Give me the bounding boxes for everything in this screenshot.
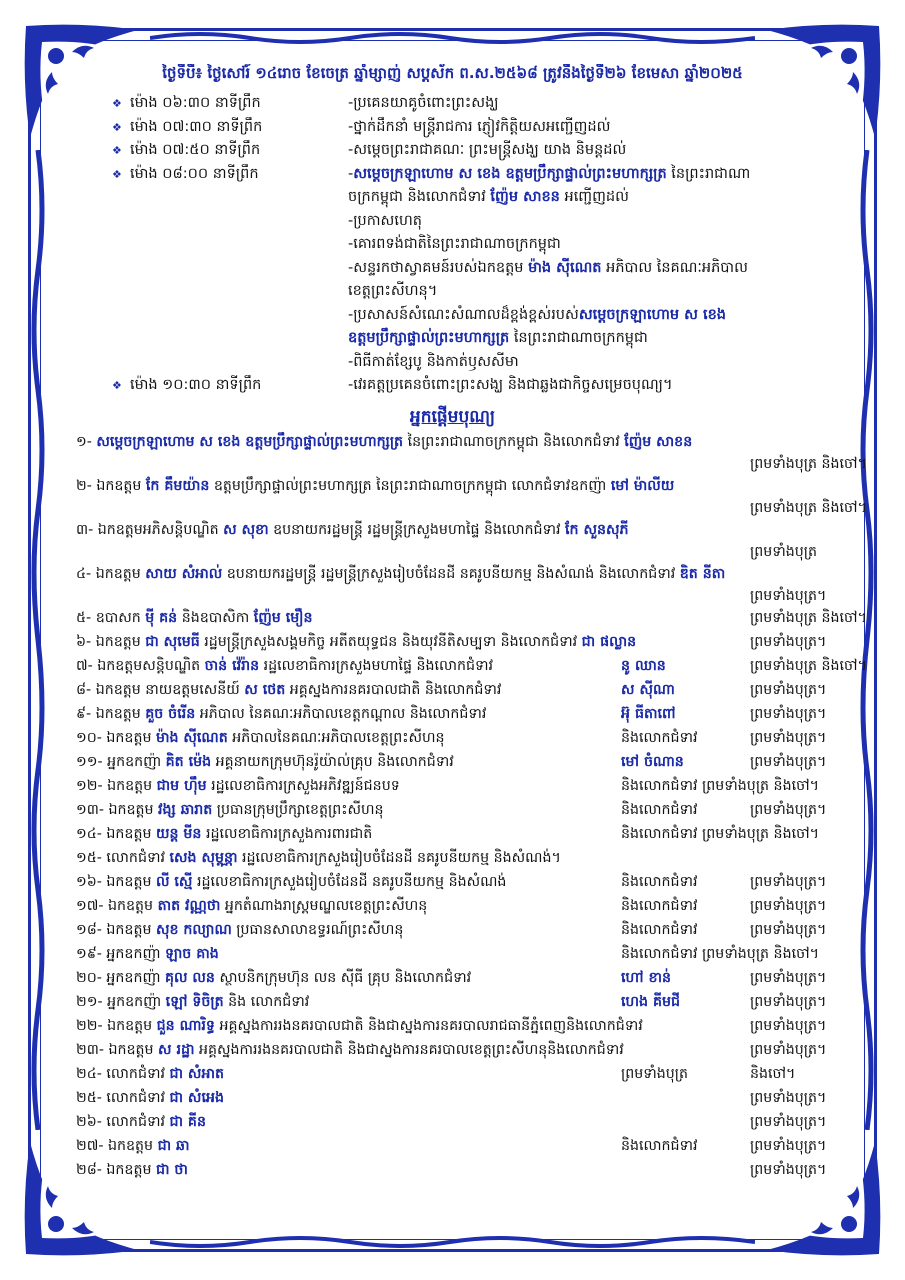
list-item xyxy=(76,654,867,678)
desc-highlight: ញ៉ែម សាខន xyxy=(490,189,560,205)
item-number: ១៧- xyxy=(76,898,109,914)
donor-position: នៃព្រះរាជាណាចក្រកម្ពុជា និងលោកជំទាវ xyxy=(403,434,625,450)
schedule-row xyxy=(112,374,852,398)
donor-title: ឯកឧត្តមអភិសន្តិបណ្ឌិត xyxy=(97,522,224,538)
donor-name: គិត ម៉េង xyxy=(165,754,212,770)
donor-position: អភិបាល នៃគណៈអភិបាលខេត្តកណ្តាល និងលោកជំទាវ xyxy=(195,706,487,722)
donor-position: និងឧបាសិកា xyxy=(177,610,254,626)
list-item xyxy=(76,430,867,474)
desc-text: -ពិធីកាត់ខ្សែបូ និងកាត់ឫសសីមា xyxy=(348,353,519,370)
donor-title: ឯកឧត្តម xyxy=(108,1042,159,1058)
donor-name: ស រដ្ឋា xyxy=(158,1042,195,1058)
item-number: ១៨- xyxy=(76,922,107,938)
donor-position: អភិបាលនៃគណៈអភិបាលខេត្តព្រះសីហនុ xyxy=(227,730,445,746)
donor-name: គួច ចំរើន xyxy=(145,706,196,722)
desc-text: -គោរពទង់ជាតិនៃព្រះរាជាណាចក្រកម្ពុជា xyxy=(348,236,561,252)
schedule-description xyxy=(348,374,852,398)
donor-title: លោកជំទាវ xyxy=(106,1090,170,1106)
donor-main xyxy=(76,822,372,846)
schedule-description xyxy=(348,351,852,375)
donor-position: រដ្ឋលេខាធិការក្រសួងរៀបចំដែនដី នគរូបនីយកម្ម និងសំណង់ xyxy=(192,874,507,890)
donor-family: ព្រមទាំងបុត្រ។ xyxy=(750,1090,827,1106)
donor-name: ជា សំអេង xyxy=(169,1090,224,1106)
schedule-time xyxy=(112,374,348,398)
item-number: ២៤- xyxy=(76,1066,107,1082)
schedule-description xyxy=(348,280,852,304)
donor-main xyxy=(76,1134,190,1158)
donor-name: ជា ឆា xyxy=(157,1138,190,1154)
schedule-time xyxy=(112,257,348,281)
bullet-diamond-icon: ❖ xyxy=(112,120,122,134)
donor-family: ព្រមទាំងបុត្រ។ xyxy=(750,802,827,818)
donor-name: ម៉ាង ស៊ីណេត xyxy=(155,730,228,746)
donor-name: ស ថេត xyxy=(244,682,286,698)
list-item xyxy=(76,1038,846,1062)
schedule-time xyxy=(112,304,348,328)
donor-family: ព្រមទាំងបុត្រ និងចៅ។ xyxy=(750,658,867,674)
list-item xyxy=(76,606,867,630)
donor-name: ជួន ណារិទ្ធ xyxy=(156,1018,215,1034)
donor-family: ព្រមទាំងបុត្រ និងចៅ។ xyxy=(750,610,867,626)
donor-family: ព្រមទាំងបុត្រ។ xyxy=(750,922,827,938)
list-item xyxy=(76,1062,846,1086)
list-item xyxy=(76,846,846,870)
donor-main xyxy=(76,774,400,798)
item-number: ២- xyxy=(76,478,97,494)
donor-spouse: និងលោកជំទាវ xyxy=(621,922,698,938)
item-number: ១២- xyxy=(76,778,108,794)
donor-title: ឯកឧត្តម xyxy=(106,1162,156,1178)
donor-title: លោកជំទាវ xyxy=(106,1114,170,1130)
desc-highlight: សម្តេចក្រឡាហោម ស ខេង xyxy=(578,306,726,323)
donor-main xyxy=(76,990,309,1014)
list-item xyxy=(76,966,846,990)
schedule-time xyxy=(112,233,348,257)
item-number: ៥- xyxy=(76,610,96,626)
donor-name: វង្ស ឆារាត xyxy=(158,802,213,818)
donor-name: ជា គីន xyxy=(169,1114,206,1130)
donor-name: ជាម ហ៊ឹម xyxy=(156,778,207,794)
donor-title: ឯកឧត្តម នាយឧត្តមសេនីយ៍ xyxy=(95,682,245,698)
donor-main xyxy=(76,430,692,454)
donor-position: អគ្គស្នងការរងនគរបាលជាតិ និងជាស្នងការនគរបាលខេត្តព្រះសីហនុនិងលោកជំទាវ xyxy=(194,1042,624,1058)
desc-text: -ប្រគេនយាគូចំពោះព្រះសង្ឃ xyxy=(348,95,499,111)
schedule-row xyxy=(112,186,852,210)
schedule-description xyxy=(348,116,852,140)
donor-position: ឧបនាយករដ្ឋមន្ត្រី រដ្ឋមន្ត្រីក្រសួងរៀបចំដែនដី នគរូបនីយកម្ម និងសំណង់ និងលោកជំទាវ xyxy=(222,566,680,582)
donor-main xyxy=(76,846,561,870)
side-ornament-icon xyxy=(859,150,875,1130)
donor-family: ព្រមទាំងបុត្រ។ xyxy=(750,970,827,986)
donor-main xyxy=(76,894,427,918)
schedule-row xyxy=(112,92,852,116)
list-item xyxy=(76,562,846,606)
schedule-row xyxy=(112,139,852,163)
donor-family: ព្រមទាំងបុត្រ។ xyxy=(750,682,827,698)
donor-title: លោកជំទាវ xyxy=(106,850,170,866)
donor-title: អ្នកឧកញ៉ា xyxy=(107,994,166,1010)
donor-main xyxy=(76,918,403,942)
schedule-time xyxy=(112,139,348,163)
item-number: ៣- xyxy=(76,522,98,538)
desc-text: អភិបាល នៃគណៈអភិបាល xyxy=(601,259,748,276)
donor-family: ព្រមទាំងបុត្រ។ xyxy=(750,706,827,722)
donor-title: ឯកឧត្តម xyxy=(106,874,156,890)
donor-position: អគ្គនាយកក្រុមហ៊ុនរ៉ូយ៉ាល់គ្រុប និងលោកជំទាវ xyxy=(211,754,454,770)
list-item xyxy=(76,1110,846,1134)
donor-position: រដ្ឋលេខាធិការក្រសួងមហាផ្ទៃ និងលោកជំទាវ xyxy=(259,658,494,674)
time-label: ម៉ោង ០៧:៣០ នាទីព្រឹក xyxy=(130,118,263,135)
donor-spouse: និងលោកជំទាវ xyxy=(621,730,698,746)
donor-family: ព្រមទាំងបុត្រ។ xyxy=(750,634,827,650)
donor-position: រដ្ឋលេខាធិការក្រសួងការពារជាតិ xyxy=(201,826,373,842)
list-item xyxy=(76,774,846,798)
schedule-list xyxy=(112,92,852,398)
donor-main xyxy=(76,966,471,990)
donor-main xyxy=(76,630,636,654)
donor-list xyxy=(76,430,867,1182)
item-number: ៩- xyxy=(76,706,96,722)
list-item xyxy=(76,474,867,518)
donor-family: ព្រមទាំងបុត្រ និងចៅ។ xyxy=(750,456,867,472)
donor-title: ឯកឧត្តម xyxy=(95,634,146,650)
item-number: ៦- xyxy=(76,634,96,650)
list-item xyxy=(76,990,846,1014)
item-number: ២១- xyxy=(76,994,108,1010)
donor-family: ព្រមទាំងបុត្រ xyxy=(750,544,817,560)
desc-highlight: សម្តេចក្រឡាហោម ស ខេង ឧត្តមប្រឹក្សាផ្ទាល់ព្រះមហាក្សត្រ xyxy=(353,165,667,182)
item-number: ៨- xyxy=(76,682,96,698)
donor-title: ឯកឧត្តម xyxy=(106,730,156,746)
donor-title: ឧបាសក xyxy=(95,610,146,626)
item-number: ១១- xyxy=(76,754,108,770)
schedule-row xyxy=(112,210,852,234)
spouse-name: កែ សួនសុភី xyxy=(565,522,629,538)
donor-title: ឯកឧត្តម xyxy=(95,566,146,582)
donor-title: លោកជំទាវ xyxy=(106,1066,170,1082)
item-number: ២៥- xyxy=(76,1090,107,1106)
donor-name: ជា សំអាត xyxy=(169,1066,224,1082)
item-number: ២៦- xyxy=(76,1114,107,1130)
donor-title: ឯកឧត្តម xyxy=(107,778,157,794)
donor-spouse: ស ស៊ីណា xyxy=(621,682,675,698)
desc-text: នៃព្រះរាជាណា xyxy=(666,165,751,182)
schedule-row xyxy=(112,257,852,281)
donor-title: ឯកឧត្តម xyxy=(106,826,156,842)
list-item xyxy=(76,1158,846,1182)
donor-position: ឧត្តមប្រឹក្សាផ្ទាល់ព្រះមហាក្សត្រ នៃព្រះរាជាណាចក្រកម្ពុជា លោកជំទាវឧកញ៉ា xyxy=(209,478,611,494)
donor-family: ព្រមទាំងបុត្រ។ xyxy=(750,754,827,770)
donor-position: ប្រធានក្រុមប្រឹក្សាខេត្តព្រះសីហនុ xyxy=(212,802,384,818)
schedule-row xyxy=(112,327,852,351)
item-number: ១០- xyxy=(76,730,107,746)
desc-text: ចក្រកម្ពុជា និងលោកជំទាវ xyxy=(348,189,491,205)
donor-position: រដ្ឋមន្ត្រីក្រសួងសង្គមកិច្ច អតីតយុទ្ធជន និងយុវនីតិសម្បទា និងលោកជំទាវ xyxy=(199,634,582,650)
donor-main xyxy=(76,702,486,726)
donor-name: លី ស្មើ xyxy=(155,874,193,890)
desc-text: - xyxy=(348,165,354,182)
desc-text: -ប្រសាសន៍សំណេះសំណាលដ៏ខ្ពង់ខ្ពស់របស់ xyxy=(348,306,579,323)
spouse-name: មៅ ម៉ាលីយ xyxy=(610,478,675,494)
donor-spouse: ហេង គីមជី xyxy=(621,994,680,1010)
donor-spouse: ព្រមទាំងបុត្រ xyxy=(621,1066,688,1082)
donor-name: ស សុខា xyxy=(223,522,269,538)
list-item xyxy=(76,518,846,562)
item-number: ២៨- xyxy=(76,1162,107,1178)
donor-title: ឯកឧត្តម xyxy=(106,922,156,938)
donor-name: ចាន់ វ៉េរ៉ាន xyxy=(204,658,260,674)
item-number: ២៣- xyxy=(76,1042,109,1058)
donor-main xyxy=(76,1038,624,1062)
donor-position: ប្រធានសាលាឧទ្ធរណ៍ព្រះសីហនុ xyxy=(231,922,404,938)
item-number: ៧- xyxy=(76,658,98,674)
donor-main xyxy=(76,942,219,966)
donor-family: ព្រមទាំងបុត្រ។ xyxy=(750,1114,827,1130)
schedule-description xyxy=(348,210,852,234)
schedule-description xyxy=(348,327,852,351)
donor-main xyxy=(76,1158,188,1182)
schedule-description xyxy=(348,257,852,281)
time-label: ម៉ោង ០៦:៣០ នាទីព្រឹក xyxy=(130,95,261,111)
donor-position: រដ្ឋលេខាធិការក្រសួងរៀបចំដែនដី នគរូបនីយកម្ម និងសំណង់។ xyxy=(237,850,561,866)
schedule-time xyxy=(112,186,348,210)
donor-title: ឯកឧត្តម xyxy=(108,898,158,914)
donor-spouse: អ៊ុ ធីតាពៅ xyxy=(621,706,676,722)
item-number: ១៤- xyxy=(76,826,107,842)
bullet-diamond-icon: ❖ xyxy=(112,97,122,110)
list-item xyxy=(76,894,846,918)
donor-family: ព្រមទាំងបុត្រ។ xyxy=(750,898,827,914)
time-label: ម៉ោង ០៨:០០ នាទីព្រឹក xyxy=(130,165,259,182)
list-item xyxy=(76,750,846,774)
donor-main xyxy=(76,474,674,498)
list-item xyxy=(76,1014,846,1038)
donor-position: ស្ថាបនិកក្រុមហ៊ុន លន ស៊ីធី គ្រុប និងលោកជំទាវ xyxy=(214,970,472,986)
donor-title: ឯកឧត្តម xyxy=(107,1018,157,1034)
donor-title: អ្នកឧកញ៉ា xyxy=(106,946,165,962)
donor-family: ព្រមទាំងបុត្រ។ xyxy=(750,1042,827,1058)
desc-text: -វេរគត្តប្រគេនចំពោះព្រះសង្ឃ និងជាឆ្លងជាកិច្ចសម្រេចបុណ្យ។ xyxy=(348,377,673,393)
time-label: ម៉ោង ១០:៣០ នាទីព្រឹក xyxy=(130,377,262,393)
donor-title: អ្នកឧកញ៉ា xyxy=(107,754,166,770)
donor-spouse: និងលោកជំទាវ xyxy=(621,874,698,890)
list-item xyxy=(76,942,846,966)
list-item xyxy=(76,726,846,750)
schedule-time xyxy=(112,116,348,140)
donor-family: ព្រមទាំងបុត្រ។ xyxy=(750,588,827,604)
donor-name: សាយ សំអាល់ xyxy=(145,566,223,582)
donor-name: គុល លន xyxy=(164,970,215,986)
item-number: ២០- xyxy=(76,970,107,986)
donor-main xyxy=(76,870,506,894)
side-ornament-icon xyxy=(150,30,755,46)
donor-spouse: មៅ ចំណាន xyxy=(621,754,684,770)
list-item xyxy=(76,1134,846,1158)
bullet-diamond-icon: ❖ xyxy=(112,144,122,157)
donor-main xyxy=(76,678,501,702)
schedule-time xyxy=(112,163,348,187)
schedule-row xyxy=(112,163,852,187)
desc-text: នៃព្រះរាជាណាចក្រកម្ពុជា xyxy=(509,330,648,346)
donor-main xyxy=(76,750,454,774)
donor-spouse: និងលោកជំទាវ xyxy=(621,802,698,818)
donor-title: អ្នកឧកញ៉ា xyxy=(106,970,165,986)
item-number: ១៥- xyxy=(76,850,107,866)
schedule-row xyxy=(112,233,852,257)
time-label: ម៉ោង ០៧:៥០ នាទីព្រឹក xyxy=(130,142,261,158)
donor-family: ព្រមទាំងបុត្រ។ xyxy=(750,1162,827,1178)
donor-name: ឡាច គាង xyxy=(164,946,219,962)
donor-spouse: និងលោកជំទាវ xyxy=(621,1138,698,1154)
list-item xyxy=(76,822,846,846)
donor-name: កែ គឹមយ៉ាន xyxy=(145,478,210,494)
donor-main xyxy=(76,562,725,586)
donor-main xyxy=(76,726,445,750)
schedule-description xyxy=(348,139,852,163)
donor-position: អគ្គស្នងការនគរបាលជាតិ និងលោកជំទាវ xyxy=(285,682,502,698)
spouse-name: ជា ផល្លាន xyxy=(581,634,637,650)
donor-family: ព្រមទាំងបុត្រ។ xyxy=(750,994,827,1010)
schedule-time xyxy=(112,327,348,351)
desc-highlight: ម៉ាង ស៊ីណេត xyxy=(528,259,602,276)
desc-text: -ថ្នាក់ដឹកនាំ មន្ត្រីរាជការ ភ្ញៀវកិត្តិយសអញ្ជើញដល់ xyxy=(348,118,611,135)
schedule-time xyxy=(112,280,348,304)
item-number: ១- xyxy=(76,434,97,450)
list-item xyxy=(76,1086,846,1110)
donor-spouse: និងលោកជំទាវ ព្រមទាំងបុត្រ និងចៅ។ xyxy=(621,778,819,794)
donor-title: ឯកឧត្តម xyxy=(108,1138,158,1154)
donor-main xyxy=(76,654,493,678)
donor-spouse: នូ ឈាន xyxy=(621,658,666,674)
item-number: ៤- xyxy=(76,566,96,582)
schedule-row xyxy=(112,351,852,375)
section-title: អ្នកផ្តើមបុណ្យ xyxy=(409,407,496,427)
desc-text: ខេត្តព្រះសីហនុ។ xyxy=(348,283,438,299)
donor-position: អគ្គស្នងការរងនគរបាលជាតិ និងជាស្នងការនគរបាលរាជធានីភ្នំពេញនិងលោកជំទាវ xyxy=(214,1018,643,1034)
schedule-time xyxy=(112,210,348,234)
donor-main xyxy=(76,1086,224,1110)
donor-family: និងចៅ។ xyxy=(750,1066,796,1082)
side-ornament-icon xyxy=(150,1234,755,1250)
donor-name: សម្តេចក្រឡាហោម ស ខេង ឧត្តមប្រឹក្សាផ្ទាល់ព្រះមហាក្សត្រ xyxy=(96,434,404,450)
donor-name: ម៉ី គន់ xyxy=(145,610,178,626)
schedule-description xyxy=(348,163,852,187)
donor-main xyxy=(76,606,312,630)
list-item xyxy=(76,798,846,822)
donor-title: ឯកឧត្តមសន្តិបណ្ឌិត xyxy=(97,658,205,674)
schedule-description xyxy=(348,186,852,210)
item-number: ២២- xyxy=(76,1018,108,1034)
donor-main xyxy=(76,798,384,822)
list-item xyxy=(76,870,846,894)
list-item xyxy=(76,630,846,654)
item-number: ១៣- xyxy=(76,802,109,818)
desc-text: -សម្តេចព្រះរាជាគណៈ ព្រះមន្ត្រីសង្ឃ យាង និមន្តដល់ xyxy=(348,142,627,158)
schedule-row xyxy=(112,280,852,304)
item-number: ២៧- xyxy=(76,1138,109,1154)
donor-position: អ្នកតំណាងរាស្ត្រមណ្ឌលខេត្តព្រះសីហនុ xyxy=(220,898,428,914)
page-title: ថ្ងៃទីបី៖ ថ្ងៃសៅរ៍ ១៤រោច ខែចេត្រ ឆ្នាំម្សាញ់ សប្តស័ក ព.ស.២៥៦៨ ត្រូវនឹងថ្ងៃទី២៦ ខែមេសា ឆ្នាំ២០២៥ xyxy=(162,64,743,82)
donor-family: ព្រមទាំងបុត្រ។ xyxy=(750,1018,827,1034)
donor-spouse: និងលោកជំទាវ xyxy=(621,898,698,914)
schedule-row xyxy=(112,304,852,328)
side-ornament-icon xyxy=(30,150,46,1130)
donor-name: តាត វណ្ណថា xyxy=(157,898,221,914)
bullet-diamond-icon: ❖ xyxy=(112,167,122,181)
desc-text: -ប្រកាសហេតុ xyxy=(348,212,422,229)
donor-spouse: ហៅ ខាន់ xyxy=(621,970,671,986)
donor-title: ឯកឧត្តម xyxy=(96,478,146,494)
donor-position: និង លោកជំទាវ xyxy=(223,994,310,1010)
donor-spouse: និងលោកជំទាវ ព្រមទាំងបុត្រ និងចៅ។ xyxy=(621,946,819,962)
schedule-time xyxy=(112,351,348,375)
desc-text: អញ្ជើញដល់ xyxy=(559,189,629,205)
donor-family: ព្រមទាំងបុត្រ និងចៅ។ xyxy=(750,500,867,516)
donor-name: សុខ កល្យាណ xyxy=(155,922,232,938)
donor-family: ព្រមទាំងបុត្រ។ xyxy=(750,874,827,890)
donor-main xyxy=(76,1014,643,1038)
bullet-diamond-icon: ❖ xyxy=(112,379,122,392)
donor-position: រដ្ឋលេខាធិការក្រសួងអភិវឌ្ឍន៍ជនបទ xyxy=(206,778,400,794)
spouse-name: ឌិត នីតា xyxy=(679,566,726,582)
schedule-description xyxy=(348,92,852,116)
donor-name: ជា ថា xyxy=(155,1162,188,1178)
desc-highlight: ឧត្តមប្រឹក្សាផ្ទាល់ព្រះមហាក្សត្រ xyxy=(348,330,510,346)
list-item xyxy=(76,918,846,942)
donor-title: ឯកឧត្តម xyxy=(108,802,159,818)
donor-name: ជា សុមេធី xyxy=(145,634,200,650)
schedule-description xyxy=(348,304,852,328)
donor-title: ឯកឧត្តម xyxy=(95,706,146,722)
donor-main xyxy=(76,1110,206,1134)
item-number: ១៦- xyxy=(76,874,107,890)
donor-family: ព្រមទាំងបុត្រ។ xyxy=(750,730,827,746)
donor-main xyxy=(76,1062,224,1086)
desc-text: -សន្ទរកថាស្វាគមន៍របស់ឯកឧត្តម xyxy=(348,259,529,276)
donor-main xyxy=(76,518,629,542)
spouse-name: ញ៉ែម មឿន xyxy=(253,610,313,626)
spouse-name: ញ៉ែម សាខន xyxy=(624,434,693,450)
donor-spouse: និងលោកជំទាវ ព្រមទាំងបុត្រ និងចៅ។ xyxy=(621,826,819,842)
schedule-description xyxy=(348,233,852,257)
list-item xyxy=(76,678,846,702)
schedule-row xyxy=(112,116,852,140)
donor-name: ឡៅ ទិចិត្រ xyxy=(165,994,224,1010)
donor-position: ឧបនាយករដ្ឋមន្ត្រី រដ្ឋមន្ត្រីក្រសួងមហាផ្ទៃ និងលោកជំទាវ xyxy=(268,522,566,538)
donor-name: សេង សុមុន្ណា xyxy=(169,850,238,866)
donor-name: យន្ត មីន xyxy=(155,826,202,842)
item-number: ១៩- xyxy=(76,946,107,962)
schedule-time xyxy=(112,92,348,116)
donor-family: ព្រមទាំងបុត្រ។ xyxy=(750,1138,827,1154)
list-item xyxy=(76,702,846,726)
